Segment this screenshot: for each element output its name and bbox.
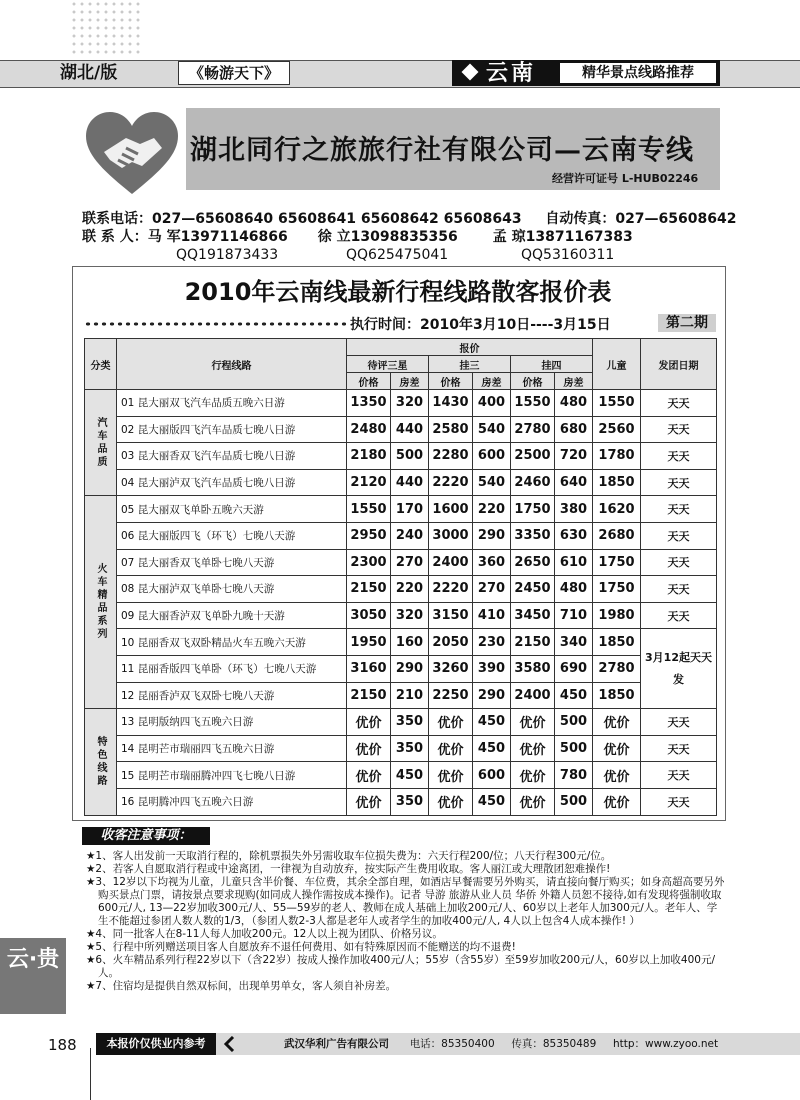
room-diff-cell: 230 xyxy=(473,629,511,656)
side-tab xyxy=(0,938,66,1014)
header-tier2: 挂三 xyxy=(429,356,511,373)
price-cell: 2450 xyxy=(511,576,555,603)
room-diff-cell: 220 xyxy=(391,576,429,603)
license-number: 经营许可证号 L-HUB02246 xyxy=(552,172,699,185)
room-diff-cell: 440 xyxy=(391,416,429,443)
room-diff-cell: 600 xyxy=(473,443,511,470)
room-diff-cell: 320 xyxy=(391,390,429,417)
room-diff-cell: 480 xyxy=(555,390,593,417)
header-departure: 发团日期 xyxy=(641,339,717,390)
route-cell: 04 昆大丽泸双飞汽车品质七晚八日游 xyxy=(117,469,347,496)
price-cell: 2150 xyxy=(347,576,391,603)
header-child: 儿童 xyxy=(593,339,641,390)
price-cell: 2400 xyxy=(511,682,555,709)
price-cell: 3350 xyxy=(511,522,555,549)
departure-cell: 天天 xyxy=(641,709,717,736)
price-cell: 2180 xyxy=(347,443,391,470)
price-cell: 2050 xyxy=(429,629,473,656)
child-price-cell: 1780 xyxy=(593,443,641,470)
issue-badge: 第二期 xyxy=(658,314,716,332)
header-room-col: 房差 xyxy=(391,373,429,390)
footer-publisher: 武汉华利广告有限公司 xyxy=(284,1038,389,1050)
child-price-cell: 1980 xyxy=(593,602,641,629)
table-row xyxy=(85,655,717,682)
route-cell: 07 昆大丽香双飞单卧七晚八天游 xyxy=(117,549,347,576)
table-row xyxy=(85,549,717,576)
child-price-cell: 1550 xyxy=(593,390,641,417)
room-diff-cell: 290 xyxy=(391,655,429,682)
dot-pattern xyxy=(70,0,140,55)
route-cell: 01 昆大丽双飞汽车品质五晚六日游 xyxy=(117,390,347,417)
room-diff-cell: 500 xyxy=(555,735,593,762)
price-cell: 优价 xyxy=(347,735,391,762)
room-diff-cell: 600 xyxy=(473,762,511,789)
room-diff-cell: 220 xyxy=(473,496,511,523)
room-diff-cell: 390 xyxy=(473,655,511,682)
note-item: ★4、同一批客人在8-11人每人加收200元。12人以上视为团队、价格另议。 xyxy=(86,928,443,940)
price-cell: 优价 xyxy=(429,788,473,815)
qq-2: QQ625475041 xyxy=(346,247,449,263)
room-diff-cell: 440 xyxy=(391,469,429,496)
route-cell: 12 昆丽香泸双飞双卧七晚八天游 xyxy=(117,682,347,709)
price-cell: 优价 xyxy=(347,762,391,789)
price-cell: 2120 xyxy=(347,469,391,496)
departure-cell: 天天 xyxy=(641,390,717,417)
room-diff-cell: 540 xyxy=(473,416,511,443)
price-cell: 2650 xyxy=(511,549,555,576)
room-diff-cell: 320 xyxy=(391,602,429,629)
price-cell: 1950 xyxy=(347,629,391,656)
dotted-divider xyxy=(84,321,346,327)
price-cell: 2280 xyxy=(429,443,473,470)
price-cell: 2780 xyxy=(511,416,555,443)
price-cell: 2500 xyxy=(511,443,555,470)
table-row xyxy=(85,629,717,656)
header-price-col: 价格 xyxy=(511,373,555,390)
route-cell: 11 昆丽香版四飞单卧（环飞）七晚八天游 xyxy=(117,655,347,682)
table-row xyxy=(85,735,717,762)
header-tier1: 待评三星 xyxy=(347,356,429,373)
price-cell: 3260 xyxy=(429,655,473,682)
room-diff-cell: 350 xyxy=(391,735,429,762)
room-diff-cell: 690 xyxy=(555,655,593,682)
room-diff-cell: 360 xyxy=(473,549,511,576)
header-destination: 云南 xyxy=(486,60,537,86)
room-diff-cell: 350 xyxy=(391,788,429,815)
child-price-cell: 2680 xyxy=(593,522,641,549)
room-diff-cell: 500 xyxy=(555,709,593,736)
price-cell: 1550 xyxy=(347,496,391,523)
room-diff-cell: 500 xyxy=(391,443,429,470)
header-price-col: 价格 xyxy=(347,373,391,390)
room-diff-cell: 240 xyxy=(391,522,429,549)
room-diff-cell: 450 xyxy=(473,709,511,736)
room-diff-cell: 780 xyxy=(555,762,593,789)
departure-cell: 天天 xyxy=(641,762,717,789)
child-price-cell: 优价 xyxy=(593,735,641,762)
execution-time: 执行时间：2010年3月10日----3月15日 xyxy=(350,317,611,333)
price-cell: 3450 xyxy=(511,602,555,629)
departure-cell: 天天 xyxy=(641,602,717,629)
price-cell: 2950 xyxy=(347,522,391,549)
price-cell: 优价 xyxy=(429,735,473,762)
room-diff-cell: 720 xyxy=(555,443,593,470)
departure-cell: 天天 xyxy=(641,549,717,576)
table-row xyxy=(85,762,717,789)
departure-cell: 天天 xyxy=(641,576,717,603)
route-cell: 15 昆明芒市瑞丽腾冲四飞七晚八日游 xyxy=(117,762,347,789)
route-cell: 02 昆大丽版四飞汽车品质七晚八日游 xyxy=(117,416,347,443)
category-cell: 汽车品质 xyxy=(85,390,117,496)
table-row xyxy=(85,709,717,736)
room-diff-cell: 450 xyxy=(473,735,511,762)
header-magazine: 《畅游天下》 xyxy=(178,61,290,85)
child-price-cell: 1620 xyxy=(593,496,641,523)
qq-1: QQ191873433 xyxy=(176,247,279,263)
route-cell: 03 昆大丽香双飞汽车品质七晚八日游 xyxy=(117,443,347,470)
price-cell: 3160 xyxy=(347,655,391,682)
price-cell: 优价 xyxy=(429,709,473,736)
price-cell: 3000 xyxy=(429,522,473,549)
contact-person-2: 徐 立13098835356 xyxy=(317,229,458,245)
footer-publisher-line xyxy=(284,1033,718,1055)
price-cell: 1350 xyxy=(347,390,391,417)
note-item: ★1、客人出发前一天取消行程的，除机票损失外另需收取车位损失费为：六天行程200/位；八天行程300元/位。 xyxy=(86,850,612,862)
fax-number: 027—65608642 xyxy=(615,211,737,227)
note-item: ★5、行程中所列赠送项目客人自愿放弃不退任何费用、如有特殊原因而不能赠送的均不退费! xyxy=(86,941,516,953)
contact-person-1: 马 军13971146866 xyxy=(147,229,288,245)
departure-cell: 天天 xyxy=(641,416,717,443)
room-diff-cell: 290 xyxy=(473,522,511,549)
room-diff-cell: 210 xyxy=(391,682,429,709)
footer-web: http：www.zyoo.net xyxy=(612,1038,719,1050)
child-price-cell: 2780 xyxy=(593,655,641,682)
table-row xyxy=(85,496,717,523)
room-diff-cell: 270 xyxy=(391,549,429,576)
route-cell: 08 昆大丽泸双飞单卧七晚八天游 xyxy=(117,576,347,603)
room-diff-cell: 290 xyxy=(473,682,511,709)
room-diff-cell: 270 xyxy=(473,576,511,603)
child-price-cell: 优价 xyxy=(593,709,641,736)
child-price-cell: 1750 xyxy=(593,549,641,576)
price-cell: 3050 xyxy=(347,602,391,629)
price-cell: 2580 xyxy=(429,416,473,443)
contact-person-3: 孟 琼13871167383 xyxy=(492,229,633,245)
room-diff-cell: 350 xyxy=(391,709,429,736)
price-cell: 优价 xyxy=(511,762,555,789)
price-cell: 3580 xyxy=(511,655,555,682)
price-cell: 优价 xyxy=(511,709,555,736)
header-price-col: 价格 xyxy=(429,373,473,390)
header-tier3: 挂四 xyxy=(511,356,593,373)
room-diff-cell: 640 xyxy=(555,469,593,496)
route-cell: 14 昆明芒市瑞丽四飞五晚六日游 xyxy=(117,735,347,762)
route-cell: 06 昆大丽版四飞（环飞）七晚八天游 xyxy=(117,522,347,549)
child-price-cell: 优价 xyxy=(593,762,641,789)
room-diff-cell: 410 xyxy=(473,602,511,629)
page-number: 188 xyxy=(48,1036,77,1054)
fax-label: 自动传真： xyxy=(545,211,616,227)
footer-disclaimer: 本报价仅供业内参考 xyxy=(96,1033,216,1055)
room-diff-cell: 400 xyxy=(473,390,511,417)
price-cell: 2220 xyxy=(429,469,473,496)
price-table xyxy=(84,338,717,816)
departure-cell: 天天 xyxy=(641,496,717,523)
room-diff-cell: 630 xyxy=(555,522,593,549)
footer-fax: 传真：85350489 xyxy=(511,1038,597,1050)
category-cell: 火车精品系列 xyxy=(85,496,117,709)
price-cell: 2220 xyxy=(429,576,473,603)
route-cell: 05 昆大丽双飞单卧五晚六天游 xyxy=(117,496,347,523)
room-diff-cell: 610 xyxy=(555,549,593,576)
route-cell: 09 昆大丽香泸双飞单卧九晚十天游 xyxy=(117,602,347,629)
price-cell: 2400 xyxy=(429,549,473,576)
footer-phone: 电话：85350400 xyxy=(409,1038,495,1050)
room-diff-cell: 450 xyxy=(555,682,593,709)
room-diff-cell: 160 xyxy=(391,629,429,656)
footer-divider xyxy=(90,1048,91,1100)
table-row xyxy=(85,469,717,496)
room-diff-cell: 340 xyxy=(555,629,593,656)
departure-cell: 天天 xyxy=(641,443,717,470)
category-cell: 特色线路 xyxy=(85,709,117,815)
note-item: ★3、12岁以下均视为儿童，儿童只含半价餐、车位费，其余全部自理，如酒店早餐需要另外购买，请直接向餐厅购买；如身高超高要另外购买景点门票，请按景点要求现购(如同成人操作需按成本操作)。记者 导游 旅游从业人员 华侨 外籍人员恕不接待,如有发现将强制收取600元/人, 13—22岁加收300元/人、55—59岁的老人、教师在成人基础上加收200元/人、60岁以上老年人加300元/人。老年人、学生不能超过参团人数人数的1/3，（参团人数2-3人都是老年人或者学生的加收400元/人, 4人以上包含4人成本操作! ） xyxy=(86,876,725,927)
room-diff-cell: 450 xyxy=(473,788,511,815)
table-row xyxy=(85,522,717,549)
qq-3: QQ53160311 xyxy=(521,247,615,263)
price-cell: 1550 xyxy=(511,390,555,417)
notes-title: 收客注意事项： xyxy=(82,827,210,845)
departure-cell: 3月12起天天发 xyxy=(641,629,717,709)
header-route: 行程线路 xyxy=(117,339,347,390)
price-cell: 2250 xyxy=(429,682,473,709)
price-cell: 2150 xyxy=(511,629,555,656)
child-price-cell: 优价 xyxy=(593,788,641,815)
price-cell: 优价 xyxy=(347,788,391,815)
route-cell: 16 昆明腾冲四飞五晚六日游 xyxy=(117,788,347,815)
child-price-cell: 1850 xyxy=(593,469,641,496)
header-price: 报价 xyxy=(347,339,593,356)
child-price-cell: 1850 xyxy=(593,629,641,656)
note-item: ★7、住宿均是提供自然双标间，出现单男单女，客人须自补房差。 xyxy=(86,980,397,992)
room-diff-cell: 480 xyxy=(555,576,593,603)
room-diff-cell: 170 xyxy=(391,496,429,523)
price-cell: 2480 xyxy=(347,416,391,443)
room-diff-cell: 500 xyxy=(555,788,593,815)
child-price-cell: 2560 xyxy=(593,416,641,443)
contact-block xyxy=(82,210,736,264)
price-cell: 优价 xyxy=(511,735,555,762)
departure-cell: 天天 xyxy=(641,735,717,762)
departure-cell: 天天 xyxy=(641,469,717,496)
header-category: 分类 xyxy=(85,339,117,390)
header-room-col: 房差 xyxy=(473,373,511,390)
price-cell: 2150 xyxy=(347,682,391,709)
route-cell: 13 昆明版纳四飞五晚六日游 xyxy=(117,709,347,736)
note-item: ★6、火车精品系列行程22岁以下（含22岁）按成人操作加收400元/人；55岁（含55岁）至59岁加收200元/人，60岁以上加收400元/人。 xyxy=(86,954,715,979)
route-cell: 10 昆丽香双飞双卧精品火车五晚六天游 xyxy=(117,629,347,656)
table-row xyxy=(85,788,717,815)
child-price-cell: 1750 xyxy=(593,576,641,603)
person-label: 联 系 人： xyxy=(82,229,148,245)
note-item: ★2、若客人自愿取消行程或中途离团，一律视为自动放弃，按实际产生费用收取。客人丽江或大理散团恕难操作! xyxy=(86,863,611,875)
room-diff-cell: 710 xyxy=(555,602,593,629)
room-diff-cell: 380 xyxy=(555,496,593,523)
price-table-title: 2010年云南线最新行程线路散客报价表 xyxy=(184,278,612,306)
departure-cell: 天天 xyxy=(641,788,717,815)
table-row xyxy=(85,682,717,709)
table-row xyxy=(85,602,717,629)
departure-cell: 天天 xyxy=(641,522,717,549)
phone-label: 联系电话： xyxy=(82,211,152,227)
child-price-cell: 1850 xyxy=(593,682,641,709)
phone-numbers: 027—65608640 65608641 65608642 65608643 xyxy=(152,211,522,227)
room-diff-cell: 450 xyxy=(391,762,429,789)
notes-list xyxy=(86,850,726,993)
header-region: 湖北/版 xyxy=(60,63,118,83)
price-cell: 1600 xyxy=(429,496,473,523)
price-cell: 2300 xyxy=(347,549,391,576)
price-cell: 3150 xyxy=(429,602,473,629)
table-row xyxy=(85,443,717,470)
side-tab-label: 云·贵 xyxy=(6,947,60,972)
header-room-col: 房差 xyxy=(555,373,593,390)
chevron-left-icon xyxy=(222,1036,238,1052)
price-cell: 1750 xyxy=(511,496,555,523)
company-name: 湖北同行之旅旅行社有限公司—云南专线 xyxy=(190,135,694,166)
table-row xyxy=(85,576,717,603)
price-cell: 1430 xyxy=(429,390,473,417)
table-row xyxy=(85,416,717,443)
price-cell: 2460 xyxy=(511,469,555,496)
price-cell: 优价 xyxy=(429,762,473,789)
room-diff-cell: 680 xyxy=(555,416,593,443)
room-diff-cell: 540 xyxy=(473,469,511,496)
header-tagline: 精华景点线路推荐 xyxy=(560,63,716,83)
table-row xyxy=(85,390,717,417)
price-cell: 优价 xyxy=(511,788,555,815)
handshake-heart-logo-icon xyxy=(82,108,182,198)
price-cell: 优价 xyxy=(347,709,391,736)
